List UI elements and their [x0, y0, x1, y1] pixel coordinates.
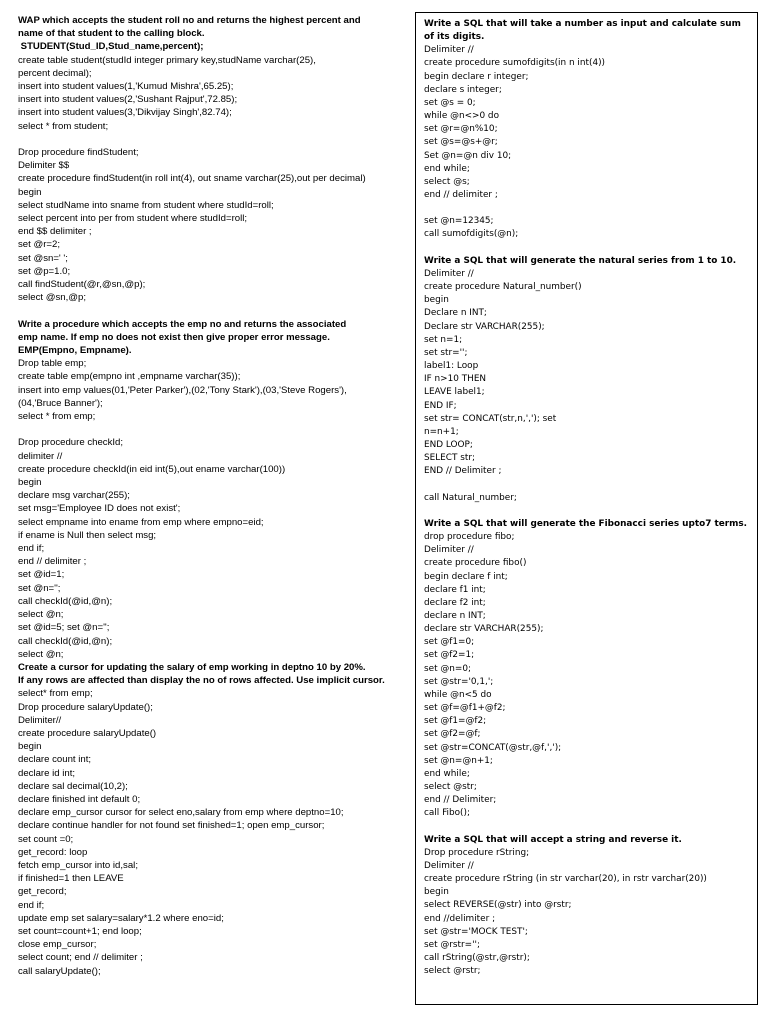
right-code-line: set @r=@n%10;	[424, 124, 498, 135]
right-code-line: Declare str VARCHAR(255);	[424, 321, 545, 332]
left-code-line: set @r=2;	[18, 239, 61, 251]
left-code-line: select * from student;	[18, 120, 109, 132]
right-code-line: Drop procedure rString;	[424, 847, 530, 858]
right-code-line: set @n=12345;	[424, 216, 494, 227]
right-code-line: while @n<5 do	[424, 689, 492, 700]
left-code-line: select empname into ename from emp where empno=eid;	[18, 516, 264, 528]
right-code-line: begin declare r integer;	[424, 71, 529, 82]
right-code-line: declare n INT;	[424, 610, 486, 621]
right-code-line: Delimiter //	[424, 45, 474, 56]
right-code-line: set @f2=1;	[424, 650, 475, 661]
left-code-line: set @sn=' ';	[18, 252, 68, 264]
right-code-line: end //delimiter ;	[424, 913, 496, 924]
left-code-line: update emp set salary=salary*1.2 where eno=id;	[18, 912, 224, 924]
left-code-line: create procedure salaryUpdate()	[18, 727, 157, 739]
left-code-line: end if;	[18, 543, 45, 555]
left-question-line: EMP(Empno, Empname).	[18, 345, 132, 357]
right-code-line: declare s integer;	[424, 84, 502, 95]
right-code-line: begin declare f int;	[424, 571, 508, 582]
left-code-line: set count=count+1; end loop;	[18, 925, 142, 937]
left-code-line: declare msg varchar(255);	[18, 490, 130, 502]
right-code-line: END LOOP;	[424, 439, 473, 450]
right-code-line: Declare n INT;	[424, 308, 487, 319]
left-code-line: select @n;	[18, 609, 64, 621]
right-column-boxed	[415, 12, 758, 1005]
left-code-line: Drop procedure salaryUpdate();	[18, 701, 153, 713]
left-code-line: end // delimiter ;	[18, 556, 87, 568]
right-code-line: select @str;	[424, 782, 477, 792]
right-code-line: set @n=0;	[424, 663, 471, 674]
left-question-line: Write a procedure which accepts the emp no and returns the associated	[18, 318, 347, 330]
left-code-line: select * from emp;	[18, 411, 96, 423]
left-code-line: declare finished int default 0;	[18, 793, 141, 805]
right-code-line: end while;	[424, 163, 470, 174]
left-code-line: end $$ delimiter ;	[18, 226, 92, 238]
right-code-line: drop procedure fibo;	[424, 532, 515, 543]
right-code-line: declare str VARCHAR(255);	[424, 624, 544, 635]
right-code-line: Delimiter //	[424, 545, 474, 556]
right-code-line: set @s=@s+@r;	[424, 137, 498, 148]
right-code-line: set @f1=@f2;	[424, 716, 487, 727]
right-code-line: create procedure sumofdigits(in n int(4))	[424, 58, 606, 69]
left-code-line: declare count int;	[18, 754, 92, 766]
right-code-line: call rString(@str,@rstr);	[424, 953, 530, 964]
right-code-line: label1: Loop	[424, 361, 479, 372]
right-code-line: set str= CONCAT(str,n,','); set	[424, 413, 557, 424]
left-code-line: select percent into per from student where studId=roll;	[18, 213, 248, 225]
left-code-line: begin	[18, 477, 42, 489]
left-code-line: Drop table emp;	[18, 358, 87, 370]
right-code-line: call sumofdigits(@n);	[424, 229, 519, 240]
left-code-line: Delimiter $$	[18, 160, 70, 172]
left-code-line: declare id int;	[18, 767, 76, 779]
right-code-line: create procedure rString (in str varchar(20), in rstr varchar(20))	[424, 874, 707, 885]
left-code-line: end if;	[18, 899, 45, 911]
left-code-line: call checkId(@id,@n);	[18, 595, 113, 607]
left-code-line: Drop procedure checkId;	[18, 437, 124, 449]
left-code-line: call salaryUpdate();	[18, 965, 101, 977]
right-code-line: set @str='0,1,';	[424, 676, 494, 687]
left-question-line: If any rows are affected than display the no of rows affected. Use implicit cursor.	[18, 675, 385, 687]
left-code-line: insert into student values(1,'Kumud Mishra',65.25);	[18, 81, 234, 93]
left-question-line: Create a cursor for updating the salary of emp working in deptno 10 by 20%.	[18, 661, 366, 673]
left-code-line: close emp_cursor;	[18, 939, 97, 951]
right-blank-line	[424, 242, 749, 255]
right-blank-line	[424, 478, 749, 491]
right-code-line: create procedure Natural_number()	[424, 282, 582, 293]
right-code-line: set @f2=@f;	[424, 729, 481, 740]
left-question-line: name of that student to the calling block.	[18, 28, 205, 40]
left-code-line: select @n;	[18, 648, 64, 660]
left-code-line: declare continue handler for not found set finished=1; open emp_cursor;	[18, 820, 325, 832]
left-code-line: select @sn,@p;	[18, 292, 87, 304]
right-question-line: Write a SQL that will generate the Fibonacci series upto7 terms.	[424, 518, 748, 529]
right-code-line: Delimiter //	[424, 860, 474, 871]
left-code-line: declare emp_cursor cursor for select eno,salary from emp where deptno=10;	[18, 807, 344, 819]
left-code-line: if ename is Null then select msg;	[18, 529, 157, 541]
right-code-line: n=n+1;	[424, 426, 459, 437]
left-code-line: delimiter //	[18, 450, 63, 462]
left-code-line: insert into student values(3,'Dikvijay Singh',82.74);	[18, 107, 232, 119]
left-code-line: begin	[18, 186, 42, 198]
right-code-line: begin	[424, 295, 449, 306]
left-code-line: (04,'Bruce Banner');	[18, 397, 103, 409]
right-code-line: create procedure fibo()	[424, 558, 527, 569]
left-blank-line	[18, 133, 410, 146]
right-question-line: Write a SQL that will take a number as input and calculate sum	[424, 19, 741, 29]
left-code-line: Delimiter//	[18, 714, 62, 726]
left-code-line: create procedure checkId(in eid int(5),out ename varchar(100))	[18, 463, 286, 475]
right-code-line: LEAVE label1;	[424, 387, 485, 398]
right-code-line: select REVERSE(@str) into @rstr;	[424, 900, 572, 911]
left-code-line: call findStudent(@r,@sn,@p);	[18, 279, 146, 291]
left-code-line: Drop procedure findStudent;	[18, 147, 139, 159]
right-code-line: set @f=@f1+@f2;	[424, 703, 506, 714]
right-code-line: END // Delimiter ;	[424, 466, 502, 477]
right-code-line: while @n<>0 do	[424, 111, 499, 122]
right-code-line: select @rstr;	[424, 966, 481, 977]
left-question-line: emp name. If emp no does not exist then give proper error message.	[18, 331, 330, 343]
left-code-line: get_record: loop	[18, 846, 88, 858]
right-code-line: end // delimiter ;	[424, 190, 498, 201]
right-code-line: set n=1;	[424, 334, 463, 345]
left-code-line: set @id=1;	[18, 569, 65, 581]
right-code-line: call Natural_number;	[424, 492, 517, 503]
left-column	[18, 14, 410, 978]
left-code-line: insert into student values(2,'Sushant Rajput',72.85);	[18, 94, 238, 106]
right-code-line: set str='';	[424, 347, 468, 358]
right-code-line: call Fibo();	[424, 808, 470, 819]
right-code-line: begin	[424, 887, 449, 898]
left-code-line: if finished=1 then LEAVE	[18, 873, 124, 885]
right-code-line: set @s = 0;	[424, 97, 476, 108]
right-code-line: set @str='MOCK TEST';	[424, 926, 528, 937]
right-question-line: Write a SQL that will generate the natural series from 1 to 10.	[424, 255, 737, 266]
right-blank-line	[424, 202, 749, 215]
left-code-line: create table emp(empno int ,empname varchar(35));	[18, 371, 241, 383]
left-code-line: insert into emp values(01,'Peter Parker'),(02,'Tony Stark'),(03,'Steve Rogers'),	[18, 384, 347, 396]
right-code-line: end while;	[424, 768, 470, 779]
left-blank-line	[18, 423, 410, 436]
right-code-line: Delimiter //	[424, 268, 474, 279]
left-code-line: declare sal decimal(10,2);	[18, 780, 128, 792]
right-code-line: declare f1 int;	[424, 584, 486, 595]
right-code-line: Set @n=@n div 10;	[424, 150, 512, 161]
left-code-line: call checkId(@id,@n);	[18, 635, 113, 647]
right-code-line: set @rstr='';	[424, 939, 480, 950]
left-question-line: STUDENT(Stud_ID,Stud_name,percent);	[18, 41, 204, 53]
left-code-line: set msg='Employee ID does not exist';	[18, 503, 181, 515]
right-question-line: of its digits.	[424, 32, 485, 43]
right-blank-line	[424, 505, 749, 518]
left-code-line: select count; end // delimiter ;	[18, 952, 143, 964]
left-code-line: percent decimal);	[18, 67, 92, 79]
right-code-line: END IF;	[424, 400, 457, 411]
right-code-line: set @str=CONCAT(@str,@f,',');	[424, 742, 562, 753]
right-blank-line	[424, 820, 749, 833]
left-question-line: WAP which accepts the student roll no and returns the highest percent and	[18, 15, 361, 26]
left-code-line: create procedure findStudent(in roll int(4), out sname varchar(25),out per decimal)	[18, 173, 366, 185]
left-code-line: select* from emp;	[18, 688, 93, 700]
left-code-line: set @id=5; set @n='';	[18, 622, 110, 634]
left-code-line: fetch emp_cursor into id,sal;	[18, 859, 138, 871]
right-code-line: select @s;	[424, 176, 470, 187]
right-code-line: end // Delimiter;	[424, 795, 497, 806]
right-code-line: set @n=@n+1;	[424, 755, 493, 766]
left-code-line: get_record;	[18, 886, 67, 898]
left-code-line: select studName into sname from student where studId=roll;	[18, 199, 274, 211]
left-code-line: set @n='';	[18, 582, 61, 594]
left-code-line: set count =0;	[18, 833, 74, 845]
right-code-line: IF n>10 THEN	[424, 374, 487, 385]
left-code-line: begin	[18, 741, 42, 753]
right-question-line: Write a SQL that will accept a string and reverse it.	[424, 834, 682, 845]
left-code-line: create table student(studId integer primary key,studName varchar(25),	[18, 54, 316, 66]
right-code-line: SELECT str;	[424, 453, 475, 464]
right-code-line: set @f1=0;	[424, 637, 475, 648]
left-code-line: set @p=1.0;	[18, 265, 71, 277]
right-code-line: declare f2 int;	[424, 597, 486, 608]
left-blank-line	[18, 304, 410, 317]
